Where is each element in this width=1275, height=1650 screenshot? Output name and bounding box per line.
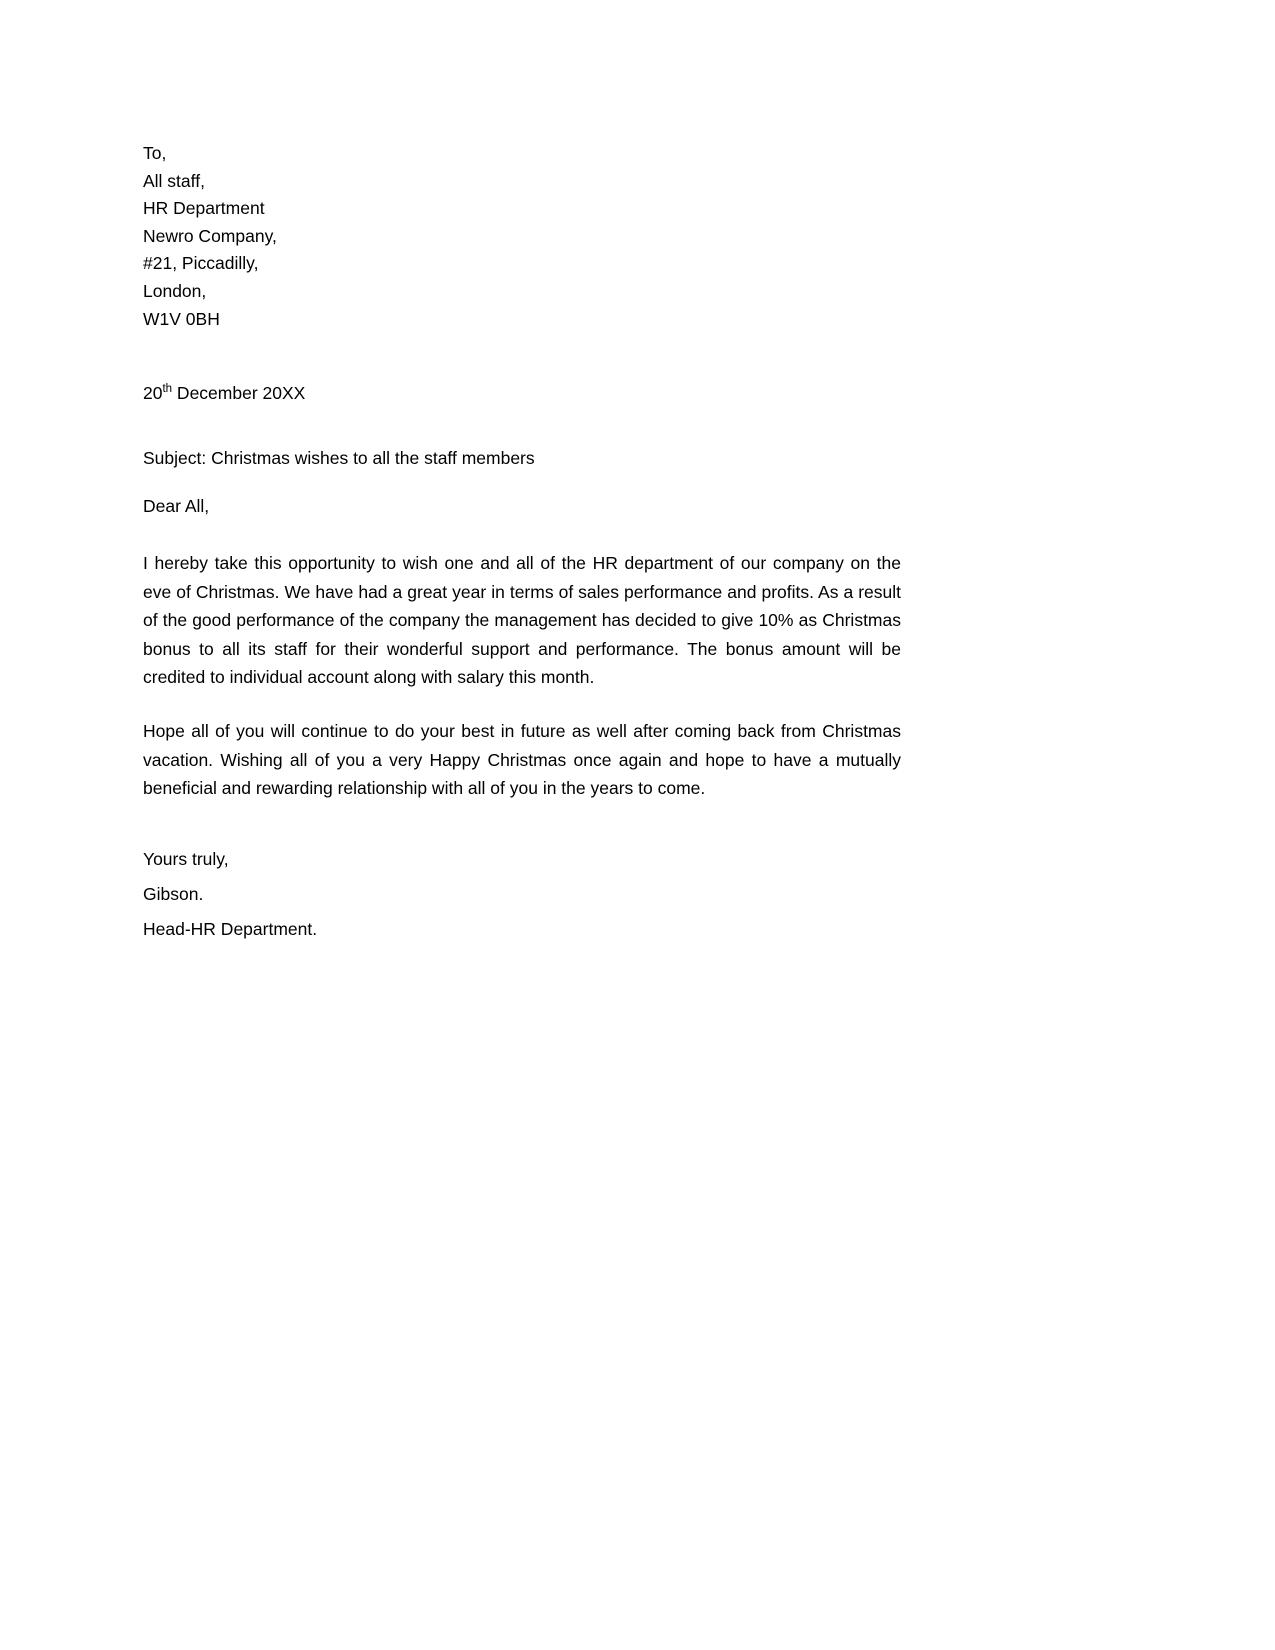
letter-date [143, 380, 901, 408]
recipient-line-company: Newro Company, [143, 225, 277, 246]
letter-paragraph-2: Hope all of you will continue to do your best in future as well after coming back from Christmas vacation. Wishing all of you a very Happy Christmas once again and hope to have a mutually beneficial and rewarding relationship with all of you in the years to come. [143, 720, 901, 799]
letter-content [143, 140, 901, 947]
recipient-line-postcode: W1V 0BH [143, 308, 220, 329]
letter-signature-name: Gibson. [143, 883, 204, 904]
letter-valediction: Yours truly, [143, 848, 229, 869]
letter-salutation: Dear All, [143, 496, 210, 517]
letter-signature-title: Head-HR Department. [143, 918, 318, 939]
recipient-line-street: #21, Piccadilly, [143, 253, 259, 274]
date-day: 20 [143, 383, 163, 404]
date-ordinal-suffix: th [162, 383, 173, 396]
recipient-line-audience: All staff, [143, 170, 205, 191]
recipient-line-to: To, [143, 143, 167, 163]
date-month-year: December 20XX [172, 383, 306, 404]
letter-closing-block [143, 842, 901, 947]
letter-paragraph-1: I hereby take this opportunity to wish one and all of the HR department of our company on the eve of Christmas. We have had a great year in terms of sales performance and profits. As a result of the good performance of the company the management has decided to give 10% as Christmas bonus to all its staff for their wonderful support and performance. The bonus amount will be credited to individual account along with salary this month. [143, 552, 901, 688]
recipient-address-block [143, 140, 901, 333]
recipient-line-department: HR Department [143, 198, 265, 219]
letter-subject: Subject: Christmas wishes to all the staff members [143, 447, 535, 468]
recipient-line-city: London, [143, 280, 207, 301]
